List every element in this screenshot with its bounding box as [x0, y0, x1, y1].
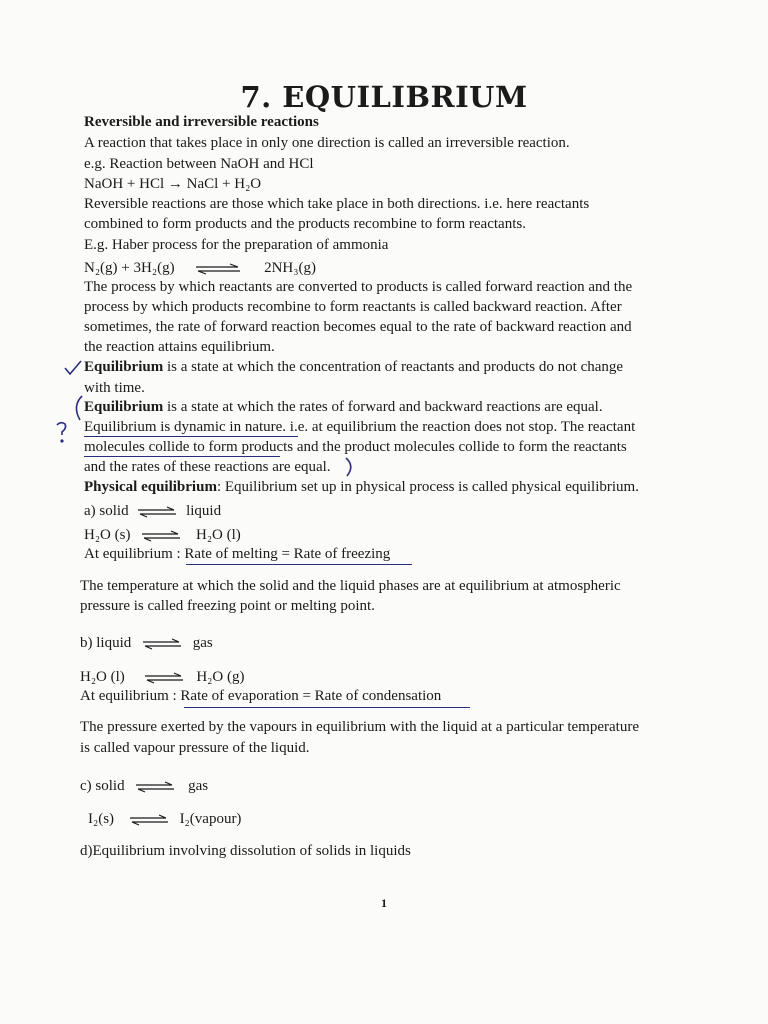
- definition-line: Physical equilibrium: Equilibrium set up in physical process is called physical equilibrium.: [84, 479, 639, 495]
- equilibrium-arrow-icon: [143, 672, 185, 684]
- text-line: Equilibrium is dynamic in nature. i.e. at equilibrium the reaction does not stop. The reactant: [84, 419, 636, 435]
- text-line: the reaction attains equilibrium.: [84, 339, 275, 355]
- equation-line: c) solid gas: [80, 778, 209, 794]
- text-line: combined to form products and the products recombine to form reactants.: [84, 216, 526, 232]
- question-mark-icon: [55, 421, 69, 445]
- text-line: The pressure exerted by the vapours in equilibrium with the liquid at a particular temperature: [80, 719, 639, 735]
- equation-line: I₂(s) I₂(vapour): [88, 811, 242, 827]
- text-line: The process by which reactants are converted to products is called forward reaction and the: [84, 279, 633, 295]
- definition-line: Equilibrium is a state at which the concentration of reactants and products do not change: [84, 359, 624, 375]
- text-line: d)Equilibrium involving dissolution of solids in liquids: [80, 843, 411, 859]
- checkmark-icon: [64, 360, 82, 376]
- equation-line: [84, 259, 316, 277]
- handwritten-underline: [186, 564, 412, 565]
- equilibrium-arrow-icon: [136, 506, 178, 518]
- text-line: Reversible reactions are those which take place in both directions. i.e. here reactants: [84, 196, 590, 212]
- definition-line: Equilibrium is a state at which the rates of forward and backward reactions are equal.: [84, 399, 603, 415]
- section-heading: Reversible and irreversible reactions: [84, 114, 319, 130]
- text-line: with time.: [84, 380, 145, 396]
- equilibrium-arrow-icon: [134, 781, 176, 793]
- equilibrium-arrow-icon: [194, 263, 242, 275]
- bracket-mark-icon: [344, 456, 356, 478]
- text-line: e.g. Reaction between NaOH and HCl: [84, 156, 314, 172]
- handwritten-underline: [84, 436, 298, 437]
- text-line: At equilibrium : Rate of melting = Rate of freezing: [84, 546, 391, 562]
- equation-line: NaOH + HCl → NaCl + H₂O: [84, 176, 262, 192]
- bracket-mark-icon: [70, 394, 84, 422]
- text-line: E.g. Haber process for the preparation of ammonia: [84, 237, 389, 253]
- equation-line: H₂O (s) H₂O (l): [84, 527, 241, 543]
- handwritten-underline: [184, 707, 470, 708]
- text-line: A reaction that takes place in only one direction is called an irreversible reaction.: [84, 135, 570, 151]
- text-line: molecules collide to form products and the product molecules collide to form the reactants: [84, 439, 627, 455]
- text-line: The temperature at which the solid and the liquid phases are at equilibrium at atmospheric: [80, 578, 621, 594]
- reactants: N₂(g) + 3H₂(g): [84, 260, 175, 276]
- equation-line: a) solid liquid: [84, 503, 222, 519]
- text-line: is called vapour pressure of the liquid.: [80, 740, 310, 756]
- products: 2NH₃(g): [264, 260, 316, 276]
- text-line: At equilibrium : Rate of evaporation = Rate of condensation: [80, 688, 442, 704]
- text-line: and the rates of these reactions are equal.: [84, 459, 331, 475]
- page-number: 1: [381, 896, 387, 910]
- equilibrium-arrow-icon: [140, 530, 182, 542]
- equation-line: H₂O (l) H₂O (g): [80, 669, 245, 685]
- equation-line: b) liquid gas: [80, 635, 213, 651]
- text-line: sometimes, the rate of forward reaction becomes equal to the rate of backward reaction and: [84, 319, 632, 335]
- text-line: pressure is called freezing point or melting point.: [80, 598, 375, 614]
- page-title: 7. EQUILIBRIUM: [240, 80, 528, 114]
- handwritten-underline: [84, 456, 280, 457]
- equilibrium-arrow-icon: [141, 638, 183, 650]
- equilibrium-arrow-icon: [128, 814, 170, 826]
- text-line: process by which products recombine to form reactants is called backward reaction. After: [84, 299, 622, 315]
